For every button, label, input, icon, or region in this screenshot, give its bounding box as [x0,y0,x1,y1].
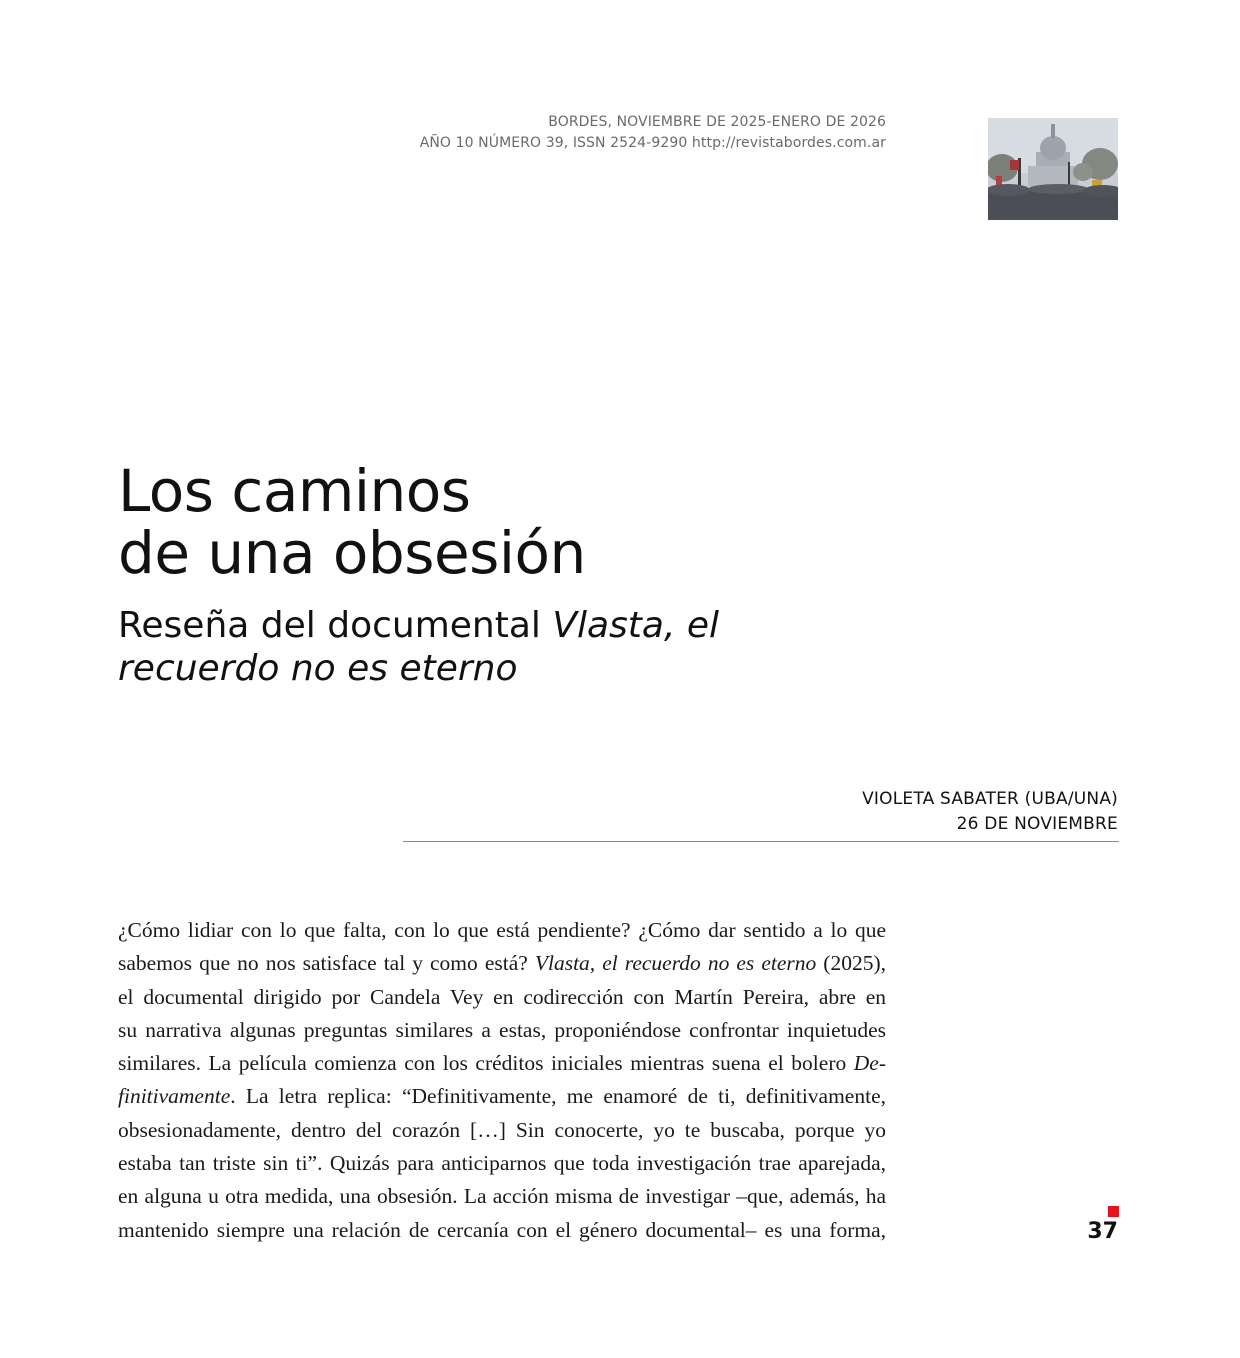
body-paragraph [118,914,886,1247]
page-marker-square [1108,1206,1119,1217]
byline-divider [403,841,1119,842]
body-line-4: su narrativa algunas preguntas similares a estas, proponiéndose confrontar inquietudes [118,1017,887,1042]
body-line-5 [118,1047,886,1080]
publication-date: 26 DE NOVIEMBRE [956,814,1118,834]
byline [862,787,1118,837]
journal-issue-line: BORDES, NOVIEMBRE DE 2025-ENERO DE 2026 [548,114,886,130]
body-line-5-text: similares. La película comienza con los créditos iniciales mientras suena el bolero [118,1051,854,1076]
body-line-2 [118,947,886,980]
song-title-italic-part-1: De- [853,1051,887,1076]
body-line-1: ¿Cómo lidiar con lo que falta, con lo que está pendiente? ¿Cómo dar sentido a lo que [118,918,886,942]
article-body [118,914,886,1247]
film-title-italic: Vlasta, el recuerdo no es eterno [534,951,817,976]
body-line-7: obsesionadamente, dentro del corazón […] Sin conocerte, yo te buscaba, porque yo [118,1117,886,1142]
journal-header [420,112,886,154]
body-line-3: el documental dirigido por Candela Vey en codirección con Martín Pereira, abre en [118,984,886,1009]
body-line-10: mantenido siempre una relación de cercanía con el género documental– es una forma, [118,1217,886,1242]
article-subtitle [118,604,818,690]
subtitle-film-title-part-2: recuerdo no es eterno [118,648,518,689]
journal-issn-line: AÑO 10 NÚMERO 39, ISSN 2524-9290 http://revistabordes.com.ar [419,135,886,151]
body-line-2-text-b: (2025), [816,951,887,976]
title-line-2: de una obsesión [118,519,586,587]
subtitle-line-1 [118,604,818,647]
song-title-italic-part-2: finitivamente [118,1084,231,1109]
header-photo [988,118,1118,220]
subtitle-prefix: Reseña del documental [118,605,553,646]
body-line-6 [118,1080,886,1113]
body-line-9: en alguna u otra medida, una obsesión. La acción misma de investigar –que, además, ha [118,1184,887,1209]
body-line-2-text-a: sabemos que no nos satisface tal y como está? [118,951,535,976]
body-line-6-text: . La letra replica: “Definitivamente, me enamoré de ti, definitivamente, [230,1084,886,1109]
page-number: 37 [1087,1219,1118,1244]
subtitle-line-2 [118,647,818,690]
title-line-1: Los caminos [118,457,471,525]
subtitle-film-title-part-1: Vlasta, el [552,605,720,646]
author-name: VIOLETA SABATER (UBA/UNA) [862,789,1118,809]
article-title [118,457,586,587]
body-line-8: estaba tan triste sin ti”. Quizás para anticiparnos que toda investigación trae aparejada, [118,1151,886,1176]
